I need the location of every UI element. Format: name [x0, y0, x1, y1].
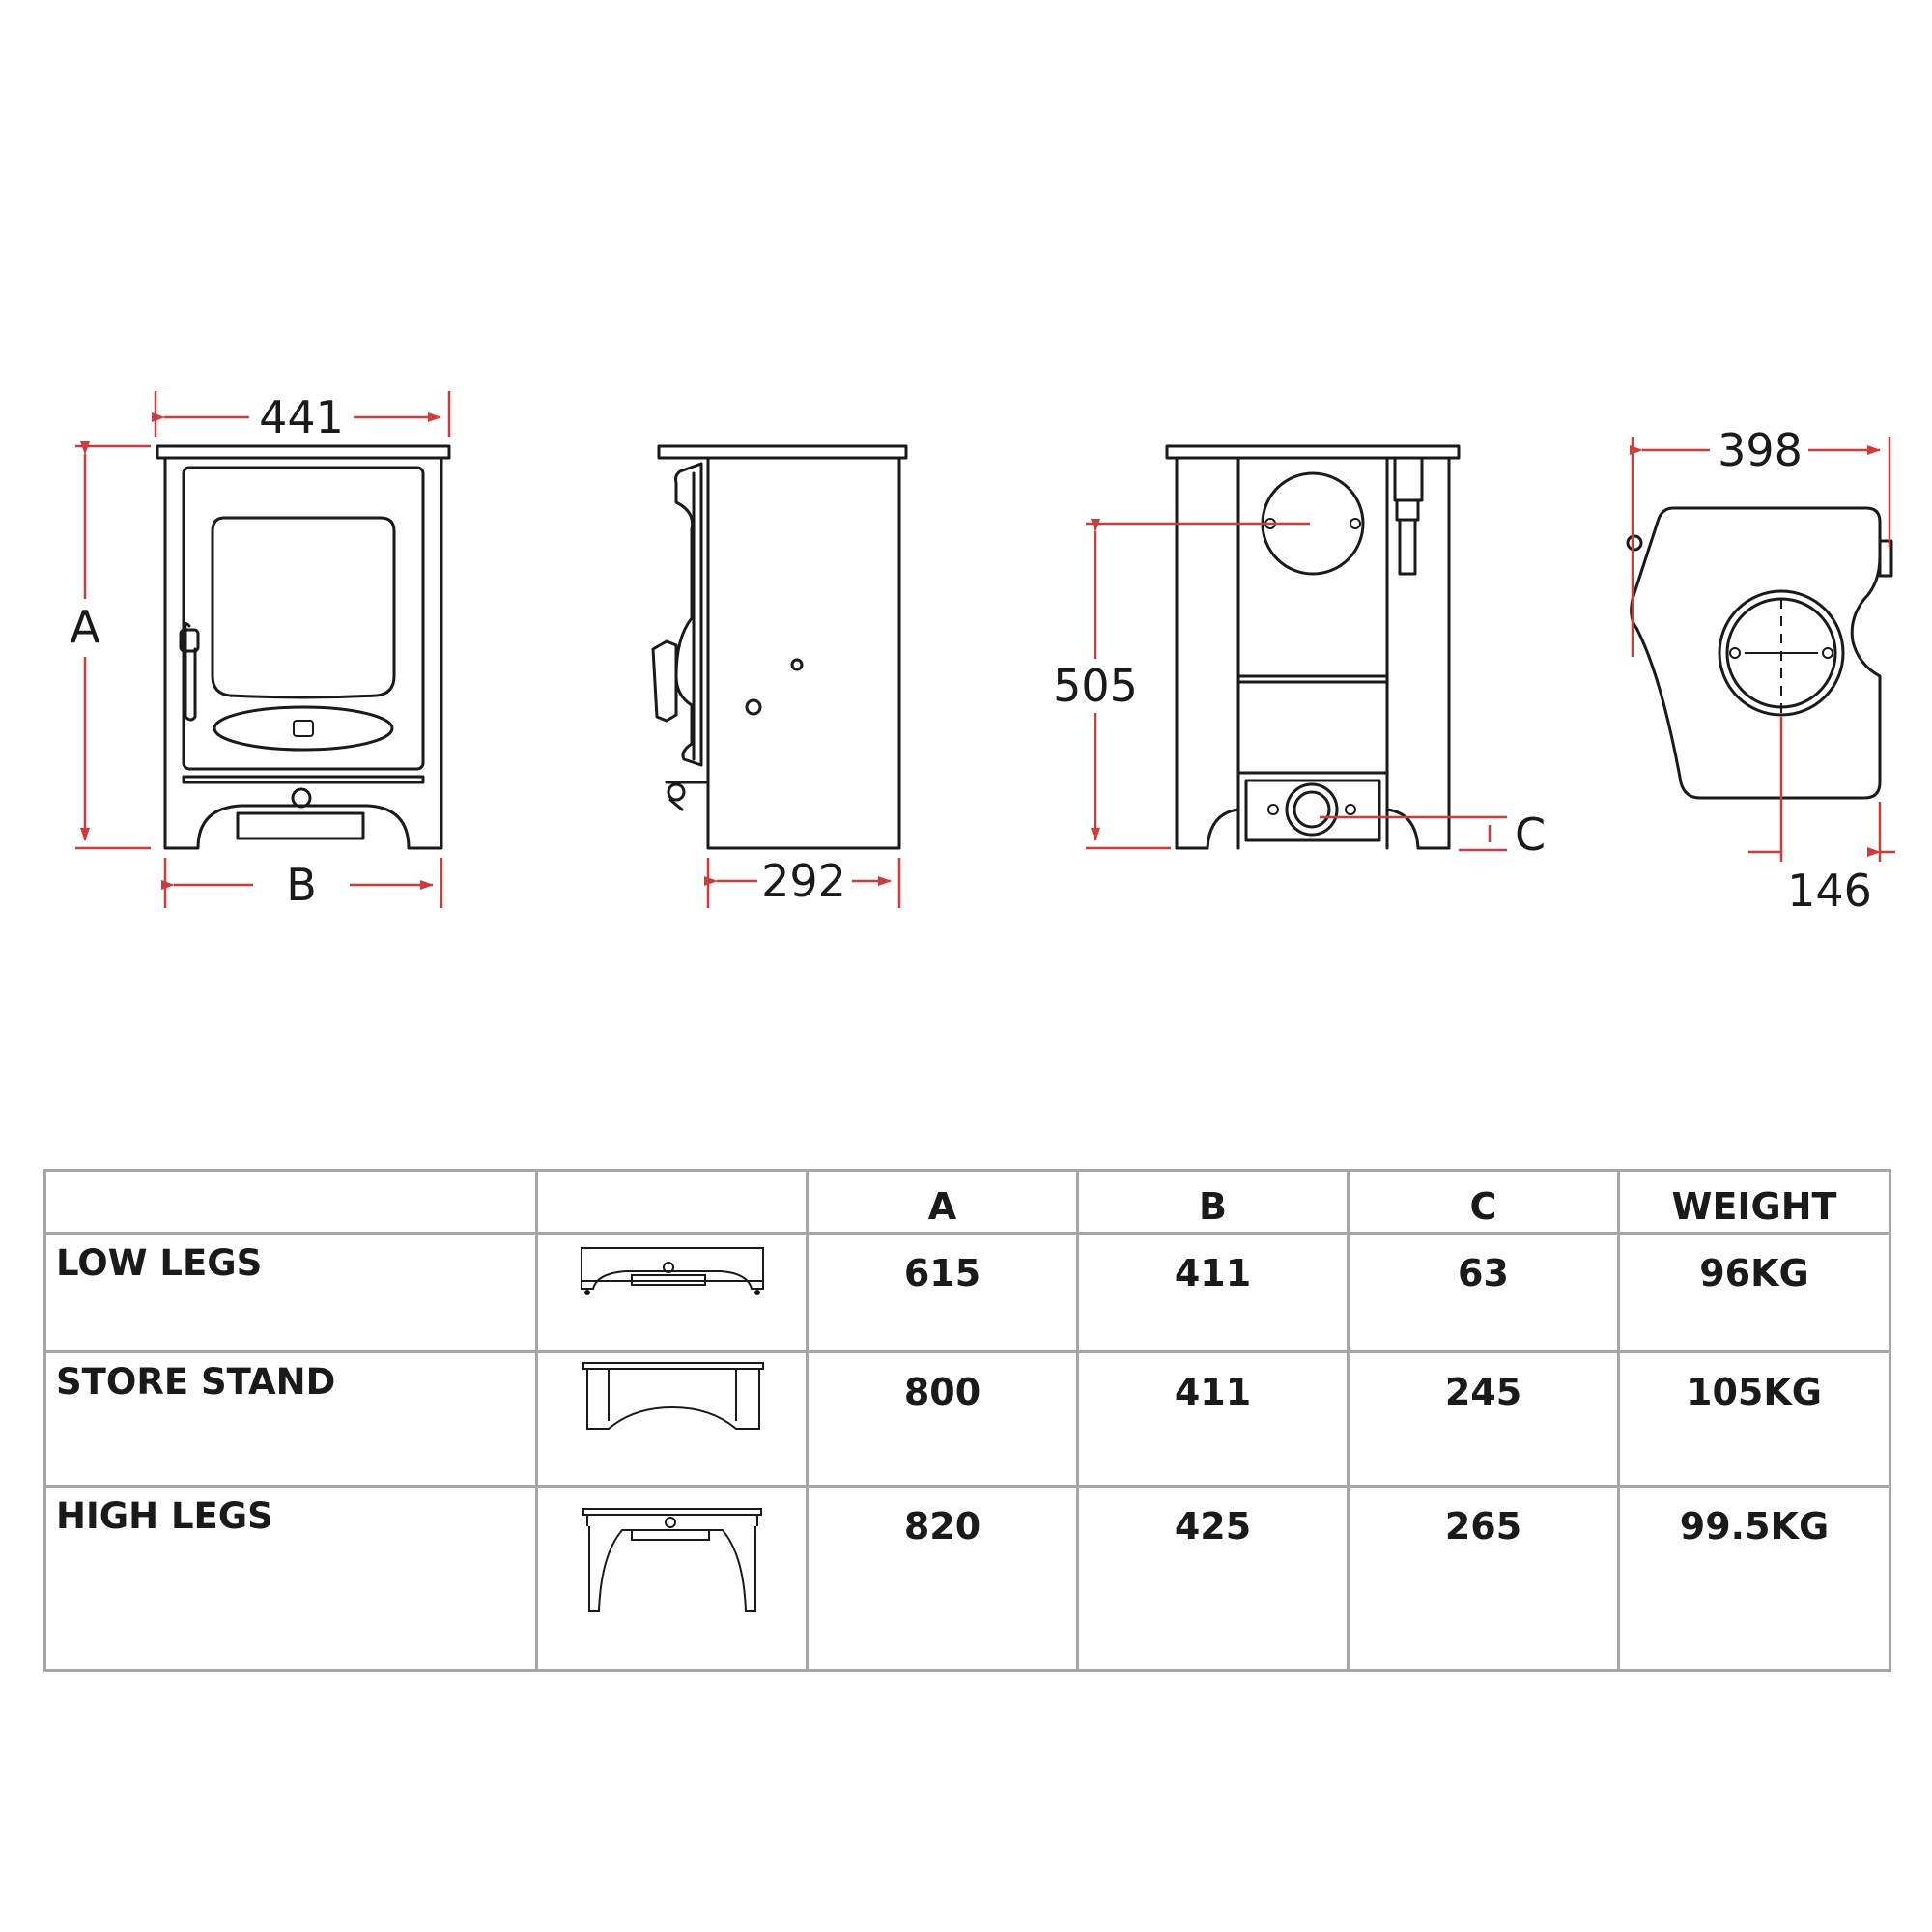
row-c: 63: [1349, 1234, 1619, 1352]
row-weight: 99.5KG: [1619, 1487, 1890, 1671]
top-width-label: 398: [1718, 424, 1803, 476]
row-a: 615: [808, 1234, 1078, 1352]
flue-offset-label: 146: [1787, 865, 1872, 917]
header-weight: WEIGHT: [1619, 1171, 1890, 1234]
table-row: [45, 1234, 1890, 1352]
header-icon: [537, 1171, 808, 1234]
row-weight: 105KG: [1619, 1352, 1890, 1487]
row-c: 245: [1349, 1352, 1619, 1487]
base-letter-b: B: [286, 859, 317, 911]
specification-table: [43, 1169, 1891, 1672]
table-header-row: [45, 1171, 1890, 1234]
row-weight: 96KG: [1619, 1234, 1890, 1352]
header-c: C: [1349, 1171, 1619, 1234]
row-a: 820: [808, 1487, 1078, 1671]
row-a: 800: [808, 1352, 1078, 1487]
header-a: A: [808, 1171, 1078, 1234]
row-label: HIGH LEGS: [45, 1487, 537, 1671]
front-dimensions: [70, 391, 449, 911]
header-b: B: [1078, 1171, 1349, 1234]
height-letter-a: A: [70, 601, 100, 653]
store-stand-icon: [576, 1353, 769, 1435]
row-b: 411: [1078, 1234, 1349, 1352]
flue-height-label: 505: [1053, 660, 1138, 712]
row-c: 265: [1349, 1487, 1619, 1671]
top-dimensions: [1633, 424, 1895, 917]
row-b: 411: [1078, 1352, 1349, 1487]
side-dimensions: [708, 855, 899, 908]
row-label: STORE STAND: [45, 1352, 537, 1487]
side-depth-label: 292: [761, 855, 846, 907]
front-width-label: 441: [259, 391, 344, 443]
high-legs-icon: [576, 1488, 769, 1623]
side-view: [653, 446, 906, 848]
rear-dimensions: [1053, 524, 1546, 861]
header-label: [45, 1171, 537, 1234]
letter-c: C: [1514, 809, 1547, 861]
rear-view: [1167, 446, 1459, 848]
low-legs-icon: [576, 1235, 769, 1302]
row-b: 425: [1078, 1487, 1349, 1671]
table-row: [45, 1352, 1890, 1487]
front-view: [157, 446, 449, 848]
top-view: [1628, 508, 1891, 798]
row-label: LOW LEGS: [45, 1234, 537, 1352]
table-row: [45, 1487, 1890, 1671]
